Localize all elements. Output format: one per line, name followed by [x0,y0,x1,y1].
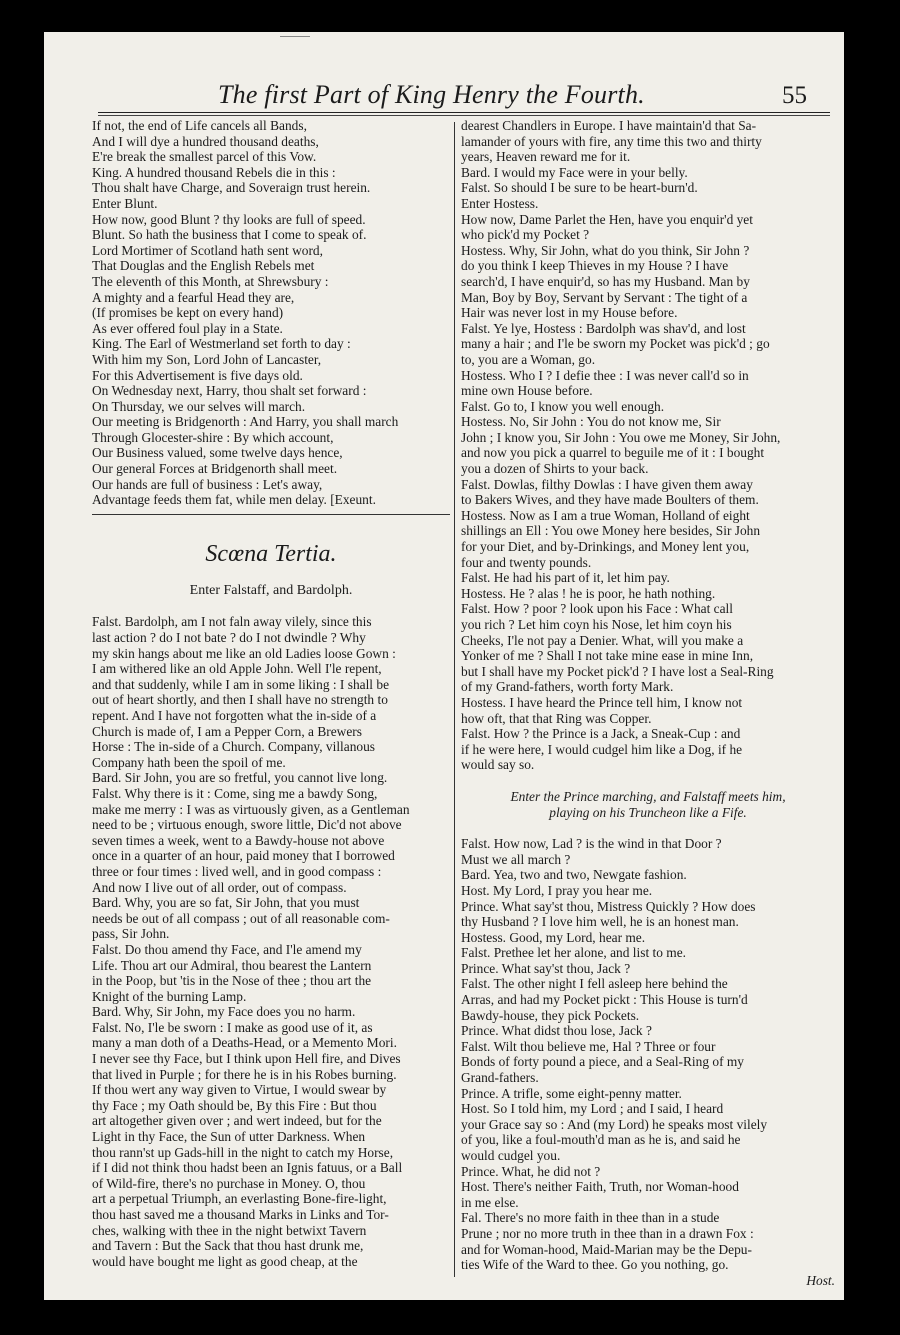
text-line: Prune ; nor no more truth in thee than in a drawn Fox : [461,1225,754,1241]
text-line: Falst. Ye lye, Hostess : Bardolph was shav'd, and lost [461,320,746,336]
right-column-dialogue-2 [461,836,835,1273]
text-line: thou hast saved me a thousand Marks in Links and Tor- [92,1207,389,1222]
text-line: Falst. So should I be sure to be heart-burn'd. [461,180,698,196]
text-line: Church is made of, I am a Pepper Corn, a Brewers [92,723,362,739]
right-column [461,118,835,1288]
text-line: Company hath been the spoil of me. [92,754,286,770]
text-line: if I did not think thou hadst been an Ignis fatuus, or a Ball [92,1160,403,1176]
text-line: As ever offered foul play in a State. [92,320,283,336]
text-line: Prince. What, he did not ? [461,1163,601,1179]
text-line: Bard. I would my Face were in your belly. [461,164,688,180]
text-line: Enter Hostess. [461,195,539,211]
text-line: if he were here, I would cudgel him like a Dog, if he [461,741,743,757]
column-divider [454,122,455,1277]
text-line: Fal. There's no more faith in thee than in a stude [461,1210,720,1226]
text-line: once in a quarter of an hour, paid money that I borrowed [92,848,395,864]
text-line: need to be ; virtuous enough, swore little, Dic'd not above [92,817,402,833]
text-line: art a perpetual Triumph, an everlasting Bone-fire-light, [92,1191,387,1207]
text-line: dearest Chandlers in Europe. I have maintain'd that Sa- [461,118,757,133]
text-line: you a dozen of Shirts to your back. [461,461,649,477]
text-line: lamander of yours with fire, any time this two and thirty [461,133,762,149]
text-line: If not, the end of Life cancels all Bands, [92,118,307,133]
text-line: thy Face ; my Oath should be, By this Fire : But thou [92,1097,377,1113]
text-line: Arras, and had my Pocket pickt : This House is turn'd [461,992,748,1008]
text-line: Grand-fathers. [461,1070,539,1086]
text-line: A mighty and a fearful Head they are, [92,289,295,305]
text-line: Hair was never lost in my House before. [461,305,678,321]
text-line: Must we all march ? [461,851,571,867]
text-line: search'd, I have enquir'd, so has my Husband. Man by [461,273,750,289]
text-line: shillings an Ell : You owe Money here besides, Sir John [461,523,761,539]
left-column-prose [92,614,450,1269]
text-line: Hostess. Who I ? I defie thee : I was never call'd so in [461,367,749,383]
page-number: 55 [782,82,807,109]
text-line: Enter Blunt. [92,195,158,211]
text-line: four and twenty pounds. [461,554,592,570]
text-line: that lived in Purple ; for there he is in his Robes burning. [92,1066,397,1082]
text-line: out of heart shortly, and then I shall have no strength to [92,692,388,708]
text-line: How now, good Blunt ? thy looks are full of speed. [92,211,366,227]
text-line: needs be out of all compass ; out of all reasonable com- [92,910,390,926]
text-line: (If promises be kept on every hand) [92,305,284,321]
text-line: in me else. [461,1194,519,1210]
text-line: would cudgel you. [461,1148,561,1163]
text-line: and for Woman-hood, Maid-Marian may be the Depu- [461,1241,752,1257]
text-line: Falst. Do thou amend thy Face, and I'le amend my [92,941,362,957]
text-line: Advantage feeds them fat, while men delay. [Exeunt. [92,492,376,508]
text-line: Hostess. He ? alas ! he is poor, he hath nothing. [461,585,716,601]
header-rule-thin [98,115,830,116]
text-line: mine own House before. [461,383,593,399]
text-line: do you think I keep Thieves in my House ? I have [461,258,729,274]
text-line: Falst. No, I'le be sworn : I make as good use of it, as [92,1019,373,1035]
text-line: Host. So I told him, my Lord ; and I said, I heard [461,1101,724,1117]
text-line: in the Poop, but 'tis in the Nose of thee ; thou art the [92,973,372,989]
text-line: And I will dye a hundred thousand deaths, [92,133,319,149]
text-line: Lord Mortimer of Scotland hath sent word, [92,242,323,258]
text-line: Bard. Why, you are so fat, Sir John, that you must [92,895,360,911]
text-line: three or four times : lived well, and in good compass : [92,863,382,879]
scene-heading [92,525,450,583]
text-line: would have bought me light as good cheap, at the [92,1253,358,1269]
text-line: Thou shalt have Charge, and Soveraign trust herein. [92,180,371,196]
book-page [44,32,844,1300]
text-line: Our hands are full of business : Let's away, [92,476,323,492]
right-column-dialogue-1 [461,118,835,773]
text-line: If thou wert any way given to Virtue, I would swear by [92,1082,387,1098]
text-line: Bawdy-house, they pick Pockets. [461,1007,640,1023]
text-line: Falst. How ? the Prince is a Jack, a Sneak-Cup : and [461,726,741,742]
scene-entrance: Enter Falstaff, and Bardolph. [189,582,353,598]
text-line: Falst. Bardolph, am I not faln away vilely, since this [92,614,372,630]
text-line: Falst. Why there is it : Come, sing me a bawdy Song, [92,785,378,801]
text-line: Hostess. Good, my Lord, hear me. [461,929,646,945]
stage-direction: playing on his Truncheon like a Fife. [549,804,747,820]
text-line: E're break the smallest parcel of this Vow. [92,149,317,165]
text-line: Horse : The in-side of a Church. Company, villanous [92,739,376,755]
text-line: Hostess. I have heard the Prince tell him, I know not [461,694,743,710]
left-column [92,118,450,1269]
text-line: would say so. [461,757,535,773]
text-line: Falst. He had his part of it, let him pay. [461,570,670,586]
text-line: Falst. How ? poor ? look upon his Face : What call [461,601,733,617]
text-line: Bonds of forty pound a piece, and a Seal-Ring of my [461,1054,745,1070]
text-line: King. The Earl of Westmerland set forth to day : [92,336,351,352]
text-line: Hostess. No, Sir John : You do not know me, Sir [461,414,721,430]
text-line: pass, Sir John. [92,926,170,942]
text-line: you rich ? Let him coyn his Nose, let him coyn his [461,617,732,632]
scene-title: Scœna Tertia. [205,540,337,567]
text-line: And now I live out of all order, out of compass. [92,879,347,895]
text-line: Our general Forces at Bridgenorth shall meet. [92,461,338,477]
text-line: thou rann'st up Gads-hill in the night to catch my Horse, [92,1144,394,1160]
text-line: For this Advertisement is five days old. [92,367,303,383]
top-mark [280,36,310,37]
text-line: Prince. What say'st thou, Mistress Quickly ? How does [461,898,756,914]
text-line: for your Diet, and by-Drinkings, and Money lent you, [461,539,750,555]
text-line: Yonker of me ? Shall I not take mine ease in mine Inn, [461,648,754,664]
text-line: Bard. Why, Sir John, my Face does you no harm. [92,1004,356,1020]
text-line: thy Husband ? I love him well, he is an honest man. [461,914,739,930]
text-line: ches, walking with thee in the night betwixt Tavern [92,1222,367,1238]
text-line: On Wednesday next, Harry, thou shalt set forward : [92,383,367,399]
running-title: The first Part of King Henry the Fourth. [218,80,645,109]
text-line: Falst. Go to, I know you well enough. [461,398,665,414]
header-rule [98,112,830,113]
text-line: How now, Dame Parlet the Hen, have you enquir'd yet [461,211,753,227]
text-line: Falst. How now, Lad ? is the wind in that Door ? [461,836,722,852]
text-line: Falst. The other night I fell asleep here behind the [461,976,728,992]
spacer [461,820,835,836]
text-line: and that suddenly, while I am in some liking : I shall be [92,676,390,692]
text-line: I am withered like an old Apple John. Well I'le repent, [92,661,382,677]
text-line: how oft, that that Ring was Copper. [461,710,652,726]
text-line: John ; I know you, Sir John : You owe me Money, Sir John, [461,429,781,445]
text-line: your Grace say so : And (my Lord) he speaks most vilely [461,1116,768,1132]
text-line: but I shall have my Pocket pick'd ? I have lost a Seal-Ring [461,663,774,679]
text-line: Prince. What say'st thou, Jack ? [461,960,631,976]
text-line: many a hair ; and I'le be sworn my Pocket was pick'd ; go [461,336,770,352]
spacer [461,773,835,789]
text-line: make me merry : I was as virtuously given, as a Gentleman [92,801,410,817]
text-line: to Bakers Wives, and they have made Boulters of them. [461,492,759,508]
text-line: repent. And I have not forgotten what the in-side of a [92,708,377,723]
text-line: Falst. Prethee let her alone, and list to me. [461,945,686,961]
text-line: Bard. Yea, two and two, Newgate fashion. [461,867,687,883]
text-line: Host. There's neither Faith, Truth, nor Woman-hood [461,1179,739,1195]
text-line: many a man doth of a Deaths-Head, or a Memento Mori. [92,1035,397,1051]
spacer [92,598,450,614]
text-line: and Tavern : But the Sack that thou hast drunk me, [92,1238,364,1254]
text-line: ties Wife of the Ward to thee. Go you nothing, go. [461,1257,729,1273]
text-line: Falst. Dowlas, filthy Dowlas : I have given them away [461,476,753,492]
text-line: of Wild-fire, there's no purchase in Money. O, thou [92,1175,366,1191]
text-line: of you, like a foul-mouth'd man as he is, and said he [461,1132,741,1148]
text-line: Light in thy Face, the Sun of utter Darkness. When [92,1129,366,1145]
text-line: Through Glocester-shire : By which account, [92,429,334,445]
text-line: Hostess. Why, Sir John, what do you think, Sir John ? [461,242,750,258]
text-line: Our meeting is Bridgenorth : And Harry, you shall march [92,414,399,430]
text-line: Prince. A trifle, some eight-penny matter. [461,1085,682,1101]
text-line: who pick'd my Pocket ? [461,227,590,243]
text-line: Bard. Sir John, you are so fretful, you cannot live long. [92,770,388,786]
text-line: With him my Son, Lord John of Lancaster, [92,351,322,367]
text-line: The eleventh of this Month, at Shrewsbury : [92,273,329,289]
catchword: Host. [806,1272,835,1288]
stage-direction: Enter the Prince marching, and Falstaff meets him, [510,788,786,804]
text-line: That Douglas and the English Rebels met [92,258,315,274]
text-line: On Thursday, we our selves will march. [92,398,306,414]
text-line: to, you are a Woman, go. [461,351,596,367]
text-line: art altogether given over ; and wert indeed, but for the [92,1113,382,1129]
text-line: King. A hundred thousand Rebels die in this : [92,164,336,180]
text-line: Hostess. Now as I am a true Woman, Holland of eight [461,507,750,523]
text-line: Prince. What didst thou lose, Jack ? [461,1023,652,1039]
text-line: of my Grand-fathers, worth forty Mark. [461,679,674,695]
left-column-verse [92,118,450,508]
text-line: I never see thy Face, but I think upon Hell fire, and Dives [92,1051,401,1067]
text-line: last action ? do I not bate ? do I not dwindle ? Why [92,630,366,646]
text-line: Cheeks, I'le not pay a Denier. What, will you make a [461,632,744,648]
scene-separator [92,514,450,515]
text-line: Falst. Wilt thou believe me, Hal ? Three or four [461,1038,716,1054]
text-line: seven times a week, went to a Bawdy-house not above [92,832,385,848]
text-line: Life. Thou art our Admiral, thou bearest the Lantern [92,957,372,973]
text-line: Blunt. So hath the business that I come to speak of. [92,227,367,243]
text-line: years, Heaven reward me for it. [461,149,631,165]
text-line: Host. My Lord, I pray you hear me. [461,882,653,898]
text-line: Man, Boy by Boy, Servant by Servant : The tight of a [461,289,748,305]
text-line: and now you pick a quarrel to beguile me of it : I bought [461,445,765,461]
text-line: my skin hangs about me like an old Ladies loose Gown : [92,645,396,661]
text-line: Our Business valued, some twelve days hence, [92,445,343,461]
text-line: Knight of the burning Lamp. [92,988,247,1004]
